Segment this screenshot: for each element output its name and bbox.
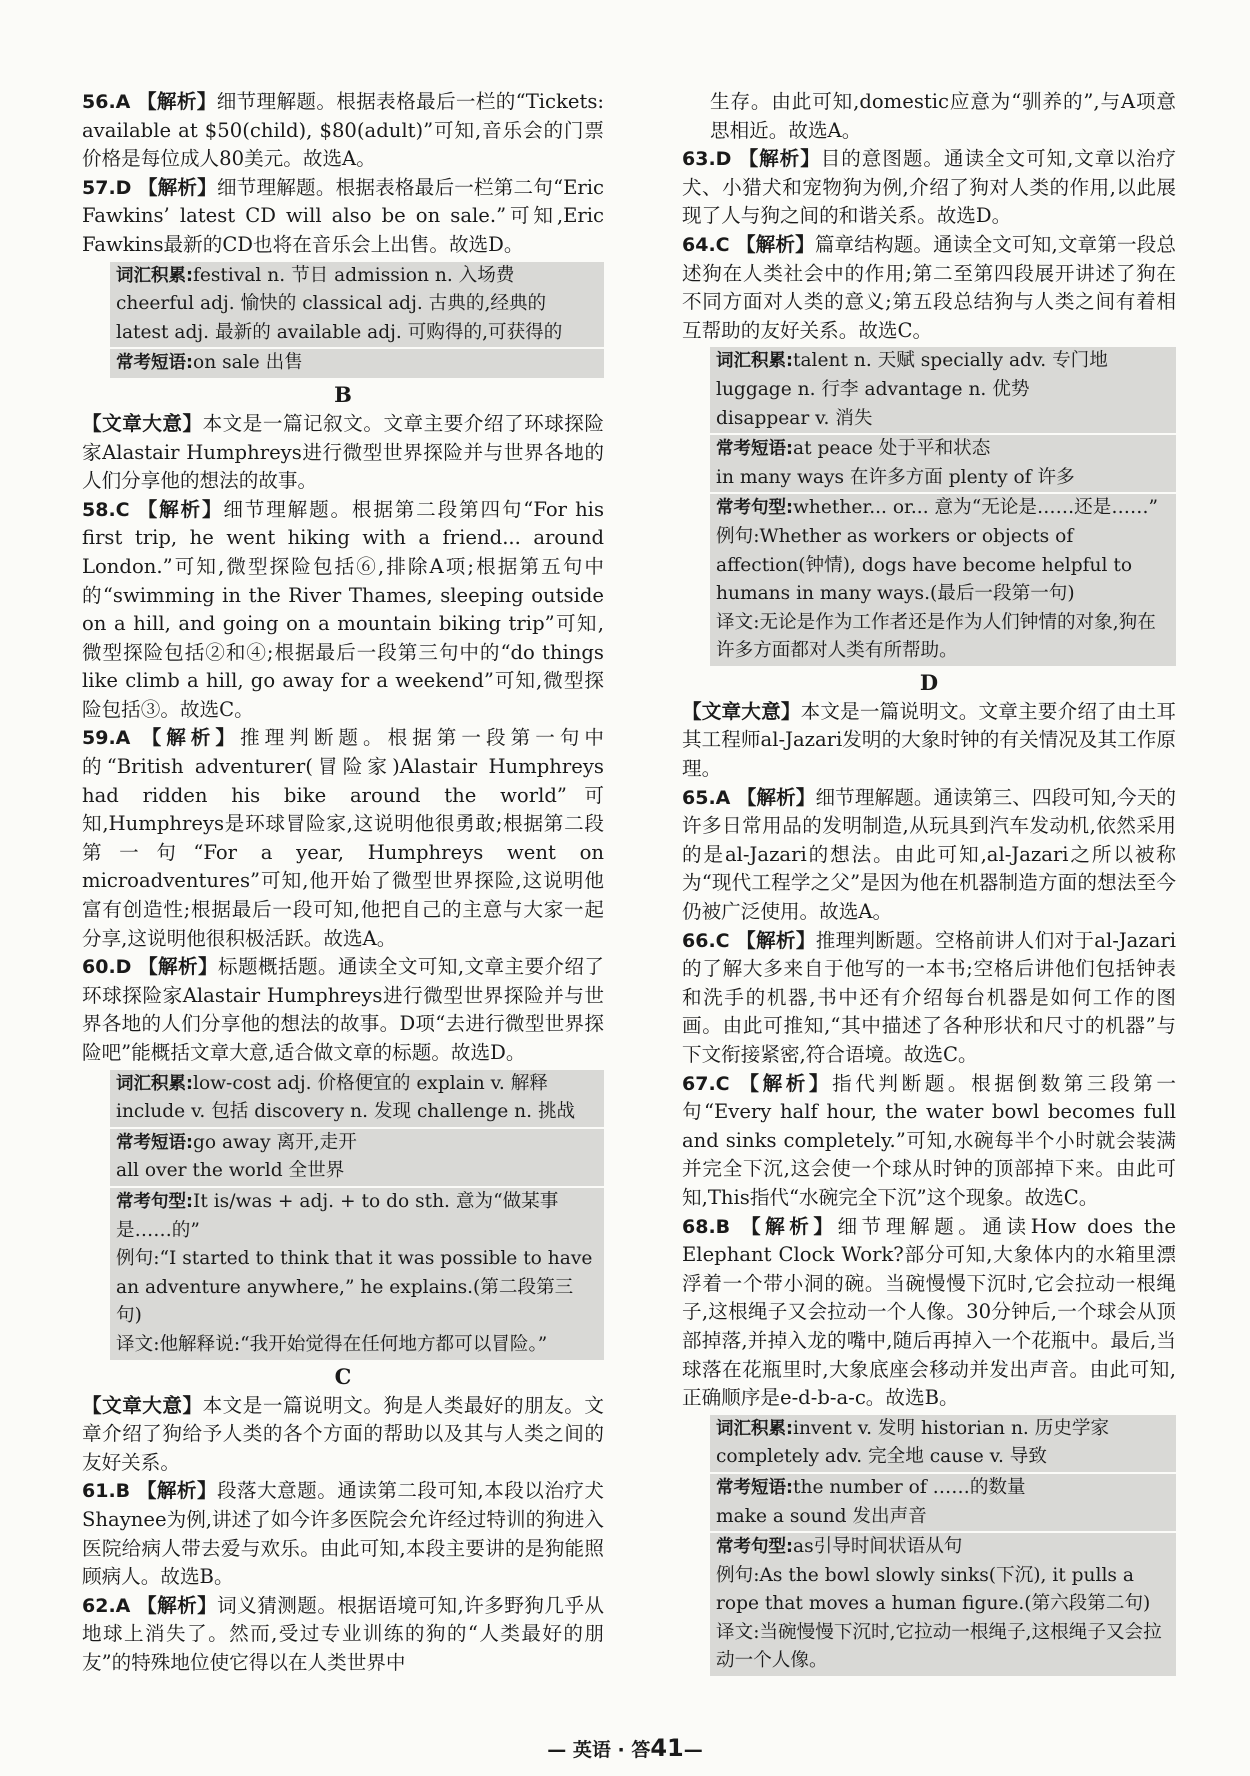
phrase-box-57 (110, 349, 604, 378)
pattern-label: 常考句型: (716, 1537, 793, 1558)
answer-62-continued: 生存。由此可知,domestic应意为“驯养的”,与A项意思相近。故选A。 (710, 90, 1176, 142)
answer-63 (682, 145, 1176, 231)
phrase-line: at peace 处于平和状态 (793, 438, 991, 460)
analysis-tag: 【解析】 (739, 1071, 833, 1095)
question-number: 62.A (82, 1594, 131, 1617)
vocab-box-60 (110, 1070, 604, 1127)
analysis-tag: 【解析】 (137, 175, 217, 199)
analysis-tag: 【解析】 (136, 90, 217, 113)
pattern-example: 例句:Whether as workers or objects of affection(钟情), dogs have become helpful to humans in many ways.(最后一段第一句) (716, 525, 1133, 605)
phrase-line: go away 离开,走开 (193, 1131, 357, 1153)
answer-text: 篇章结构题。通读全文可知,文章第一段总述狗在人类社会中的作用;第二至第四段展开讲述了狗在不同方面对人类的意义;第五段总结狗与人类之间有着相互帮助的友好关系。故选C。 (682, 232, 1176, 342)
pattern-text: whether... or... 意为“无论是……还是……” (793, 497, 1159, 519)
answer-text: 细节理解题。通读第三、四段可知,今天的许多日常用品的发明制造,从玩具到汽车发动机,依然采用的是al-Jazari的想法。由此可知,al-Jazari之所以被称为“现代工程学之父”是因为他在机器制造方面的想法至今仍被广泛使用。故选A。 (682, 785, 1177, 924)
analysis-tag: 【解析】 (137, 497, 224, 521)
answer-59 (82, 724, 604, 953)
right-column (682, 88, 1176, 1678)
phrase-box-68 (710, 1474, 1176, 1531)
summary-text: 本文是一篇说明文。狗是人类最好的朋友。文章介绍了狗给予人类的各个方面的帮助以及其与人类之间的友好关系。 (82, 1393, 605, 1474)
section-letter-c: C (334, 1363, 352, 1389)
phrase-box-64 (710, 435, 1176, 492)
vocab-line: invent v. 发明 historian n. 历史学家 (793, 1417, 1110, 1439)
vocab-line: talent n. 天赋 specially adv. 专门地 (793, 350, 1108, 372)
pattern-box-68 (710, 1533, 1176, 1676)
phrase-label: 常考短语: (116, 353, 193, 374)
question-number: 66.C (682, 929, 730, 952)
answer-text: 细节理解题。根据第二段第四句“For his first trip, he went hiking with a friend... around London.”可知,微型探险包括⑥,排除A项;根据第五句中的“swimming in the River Thames, sleeping outside on a hill, and going on a mountain biking trip”可知,微型探险包括②和④;根据最后一段第三句中的“do things like climb a hill, go away for a weekend”可知,微型探险包括③。故选C。 (82, 497, 605, 721)
pattern-box-64 (710, 494, 1176, 666)
left-column (82, 88, 604, 1677)
vocab-line: completely adv. 完全地 cause v. 导致 (716, 1446, 1047, 1468)
analysis-tag: 【解析】 (738, 147, 821, 171)
phrase-label: 常考短语: (716, 439, 793, 460)
analysis-tag: 【解析】 (141, 726, 241, 750)
pattern-translation: 译文:当碗慢慢下沉时,它拉动一根绳子,这根绳子又会拉动一个人像。 (716, 1621, 1162, 1672)
answer-text: 指代判断题。根据倒数第三段第一句“Every half hour, the water bowl becomes full and sinks completely.”可知,水碗每半个小时就会装满并完全下沉,这会使一个球从时钟的顶部掉下来。由此可知,This指代“水碗完全下沉”这个现象。故选C。 (682, 1071, 1177, 1209)
vocab-line: disappear v. 消失 (716, 407, 873, 429)
answer-68 (682, 1213, 1176, 1413)
vocab-line: latest adj. 最新的 available adj. 可购得的,可获得的 (116, 321, 563, 343)
analysis-tag: 【解析】 (137, 1593, 218, 1617)
pattern-translation: 译文:无论是作为工作者还是作为人们钟情的对象,狗在许多方面都对人类有所帮助。 (716, 611, 1156, 662)
answer-61 (82, 1477, 604, 1591)
analysis-tag: 【解析】 (136, 1479, 217, 1503)
question-number: 67.C (682, 1072, 730, 1095)
answer-65 (682, 784, 1176, 927)
vocab-label: 词汇积累: (116, 1073, 193, 1094)
answer-text: 细节理解题。根据表格最后一栏的“Tickets: available at $50(child), $80(adult)”可知,音乐会的门票价格是每位成人80美元。故选A。 (82, 90, 605, 171)
page-number: 41 (650, 1734, 684, 1762)
answer-text: 推理判断题。空格前讲人们对于al-Jazari的了解大多来自于他写的一本书;空格后讲他们包括钟表和洗手的机器,书中还有介绍每台机器是如何工作的图画。由此可推知,“其中描述了各种形状和尺寸的机器”与下文衔接紧密,符合语境。故选C。 (682, 928, 1177, 1066)
page-footer (0, 1734, 1250, 1762)
vocab-box-64 (710, 347, 1176, 433)
answer-66 (682, 927, 1176, 1070)
summary-b (82, 410, 604, 496)
vocab-line: low-cost adj. 价格便宜的 explain v. 解释 (193, 1072, 548, 1094)
phrase-box-60 (110, 1129, 604, 1186)
pattern-example: 例句:“I started to think that it was possible to have an adventure anywhere,” he explains.(第二段第三句) (116, 1248, 593, 1327)
vocab-label: 词汇积累: (716, 1418, 793, 1439)
summary-tag: 【文章大意】 (682, 699, 801, 723)
summary-text: 本文是一篇记叙文。文章主要介绍了环球探险家Alastair Humphreys进行微型世界探险并与世界各地的人们分享他的想法的故事。 (82, 411, 605, 493)
question-number: 61.B (82, 1480, 131, 1503)
answer-text: 推理判断题。根据第一段第一句中的“British adventurer(冒险家)Alastair Humphreys had ridden his bike around the world”可知,Humphreys是环球冒险家,这说明他很勇敢;根据第二段第一句“For a year, Humphreys went on microadventures”可知,他开始了微型世界探险,这说明他富有创造性;根据最后一段可知,他把自己的主意与大家一起分享,这说明他很积极活跃。故选A。 (82, 726, 605, 950)
pattern-label: 常考句型: (116, 1191, 193, 1212)
question-number: 58.C (82, 498, 130, 521)
question-number: 63.D (682, 148, 732, 171)
answer-60 (82, 953, 604, 1067)
phrase-line: all over the world 全世界 (116, 1160, 345, 1182)
answer-57 (82, 174, 604, 260)
question-number: 60.D (82, 956, 132, 979)
vocab-box-57 (110, 262, 604, 348)
pattern-text: as引导时间状语从句 (793, 1536, 963, 1558)
vocab-label: 词汇积累: (116, 265, 193, 286)
question-number: 65.A (682, 786, 731, 809)
vocab-line: cheerful adj. 愉快的 classical adj. 古典的,经典的 (116, 293, 547, 315)
phrase-line: the number of ……的数量 (793, 1476, 1026, 1498)
answer-56 (82, 88, 604, 174)
answer-64 (682, 231, 1176, 345)
question-number: 68.B (682, 1215, 731, 1238)
pattern-example: 例句:As the bowl slowly sinks(下沉), it pulls a rope that moves a human figure.(第六段第二句) (716, 1564, 1151, 1615)
analysis-tag: 【解析】 (735, 232, 815, 256)
answer-text: 细节理解题。根据表格最后一栏第二句“Eric Fawkins’ latest CD will also be on sale.”可知,Eric Fawkins最新的CD也将在音乐会上出售。故选D。 (82, 175, 605, 256)
question-number: 57.D (82, 176, 132, 199)
vocab-line: include v. 包括 discovery n. 发现 challenge n. 挑战 (116, 1101, 576, 1123)
phrase-label: 常考短语: (716, 1477, 793, 1498)
section-letter-b: B (334, 381, 352, 407)
pattern-translation: 译文:他解释说:“我开始觉得在任何地方都可以冒险。” (116, 1333, 548, 1355)
summary-text: 本文是一篇说明文。文章主要介绍了由土耳其工程师al-Jazari发明的大象时钟的有关情况及其工作原理。 (682, 699, 1177, 781)
vocab-box-68 (710, 1415, 1176, 1472)
answer-67 (682, 1070, 1176, 1213)
phrase-line: make a sound 发出声音 (716, 1505, 927, 1527)
vocab-line: luggage n. 行李 advantage n. 优势 (716, 378, 1030, 400)
vocab-line: festival n. 节日 admission n. 入场费 (193, 264, 515, 286)
phrase-line: on sale 出售 (193, 352, 303, 374)
analysis-tag: 【解析】 (736, 785, 816, 809)
footer-dash: — (683, 1739, 703, 1761)
answer-text: 标题概括题。通读全文可知,文章主要介绍了环球探险家Alastair Humphreys进行微型世界探险并与世界各地的人们分享他的想法的故事。D项“去进行微型世界探险吧”能概括文章大意,适合做文章的标题。故选D。 (82, 955, 604, 1064)
question-number: 56.A (82, 91, 131, 113)
summary-d (682, 698, 1176, 784)
answer-text: 目的意图题。通读全文可知,文章以治疗犬、小猎犬和宠物狗为例,介绍了狗对人类的作用,以此展现了人与狗之间的和谐关系。故选D。 (682, 147, 1176, 228)
analysis-tag: 【解析】 (740, 1214, 838, 1238)
answer-text: 段落大意题。通读第二段可知,本段以治疗犬Shaynee为例,讲述了如今许多医院会允许经过特训的狗进入医院给病人带去爱与欢乐。由此可知,本段主要讲的是狗能照顾病人。故选B。 (82, 1479, 605, 1589)
question-number: 59.A (82, 727, 131, 750)
answer-58 (82, 496, 604, 725)
summary-tag: 【文章大意】 (82, 1393, 203, 1417)
pattern-label: 常考句型: (716, 498, 793, 519)
answer-text: 词义猜测题。根据语境可知,许多野狗几乎从地球上消失了。然而,受过专业训练的狗的“人类最好的朋友”的特殊地位使它得以在人类世界中 (82, 1593, 604, 1674)
analysis-tag: 【解析】 (736, 928, 816, 952)
answer-text: 细节理解题。通读How does the Elephant Clock Work?部分可知,大象体内的水箱里漂浮着一个带小洞的碗。当碗慢慢下沉时,它会拉动一根绳子,这根绳子又会拉动一个人像。30分钟后,一个球会从顶部掉落,并掉入龙的嘴中,随后再掉入一个花瓶中。最后,当球落在花瓶里时,大象底座会移动并发出声音。由此可知,正确顺序是e-d-b-a-c。故选B。 (682, 1214, 1177, 1410)
pattern-box-60 (110, 1188, 604, 1360)
footer-subject: — 英语 · 答 (547, 1739, 651, 1761)
analysis-tag: 【解析】 (138, 955, 219, 979)
pattern-text: It is/was + adj. + to do sth. 意为“做某事是……的” (116, 1190, 559, 1241)
summary-tag: 【文章大意】 (82, 411, 203, 435)
vocab-label: 词汇积累: (716, 351, 793, 372)
summary-c (82, 1392, 604, 1478)
question-number: 64.C (682, 233, 730, 256)
phrase-label: 常考短语: (116, 1132, 193, 1153)
phrase-line: in many ways 在许多方面 plenty of 许多 (716, 466, 1075, 488)
section-letter-d: D (919, 669, 939, 695)
answer-62 (82, 1592, 604, 1678)
